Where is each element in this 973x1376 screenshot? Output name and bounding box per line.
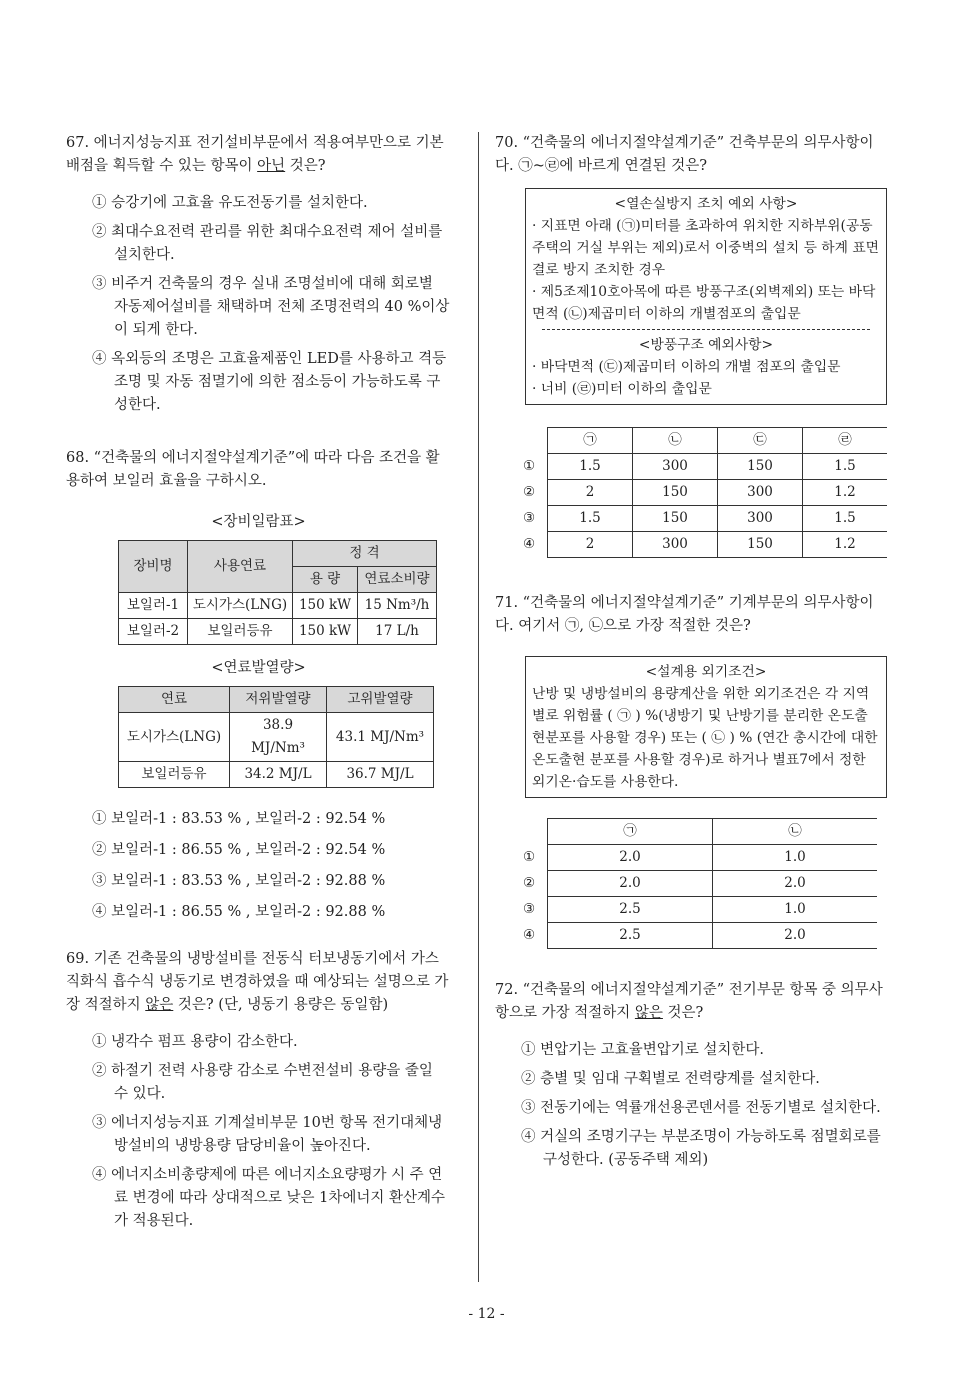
row-label[interactable]: ②: [522, 875, 536, 891]
table-row[interactable]: [511, 923, 877, 949]
table-row[interactable]: [511, 845, 877, 871]
q70-answer-table: [511, 427, 887, 558]
question-68: [66, 447, 451, 924]
cell: 300: [718, 506, 803, 532]
cell: 1.5: [548, 454, 633, 480]
cell: [511, 819, 548, 845]
cell: 2.5: [548, 923, 713, 949]
table-row[interactable]: [511, 454, 887, 480]
th-equipment-name: 장비명: [119, 541, 188, 593]
cell: 2.0: [548, 871, 713, 897]
q72-option-3[interactable]: ③ 전동기에는 역률개선용콘덴서를 전동기별로 설치한다.: [521, 1100, 881, 1116]
cell: 150: [633, 480, 718, 506]
row-label[interactable]: ③: [522, 901, 536, 917]
cell: 36.7 MJ/L: [327, 762, 434, 788]
q67-option-2[interactable]: ② 최대수요전력 관리를 위한 최대수요전력 제어 설비를 설치한다.: [92, 224, 443, 263]
cell: 150 kW: [293, 593, 358, 619]
th-col-3: ㉢: [718, 428, 803, 454]
cell: 300: [633, 532, 718, 558]
cell: 15 Nm³/h: [358, 593, 437, 619]
q68-text: 68. “건축물의 에너지절약설계기준”에 따라 다음 조건을 활용하여 보일러 효율을 구하시오.: [66, 450, 440, 489]
cell: 1.5: [548, 506, 633, 532]
cell: 1.0: [713, 845, 878, 871]
q70-box: [525, 188, 887, 405]
th-lower-heating: 저위발열량: [230, 687, 327, 713]
cell: [511, 428, 548, 454]
row-label[interactable]: ①: [522, 849, 536, 865]
cell: 2: [548, 532, 633, 558]
th-col-1: ㉠: [548, 428, 633, 454]
q67-option-1[interactable]: ① 승강기에 고효율 유도전동기를 설치한다.: [92, 195, 368, 211]
table-row: [119, 619, 437, 645]
table-row: [119, 762, 434, 788]
row-label[interactable]: ④: [522, 536, 536, 552]
cell: 보일러-2: [119, 619, 188, 645]
q70-box-line-3: · 바닥면적 (㉢)제곱미터 이하의 개별 점포의 출입문: [532, 359, 841, 375]
table-row: [119, 593, 437, 619]
column-divider: [478, 132, 479, 1282]
th-fuel: 사용연료: [188, 541, 293, 593]
th-col-2: ㉡: [633, 428, 718, 454]
row-label[interactable]: ②: [522, 484, 536, 500]
cell: 300: [718, 480, 803, 506]
fuel-heat-caption: <연료발열량>: [211, 660, 306, 676]
th-higher-heating: 고위발열량: [327, 687, 434, 713]
cell: 150: [633, 506, 718, 532]
question-71: [495, 592, 887, 949]
q69-option-4[interactable]: ④ 에너지소비총량제에 따른 에너지소요량평가 시 주 연료 변경에 따라 상대적으로 낮은 1차에너지 환산계수가 적용된다.: [92, 1167, 446, 1229]
q70-box-title-1: <열손실방지 조치 예외 사항>: [614, 196, 798, 212]
q67-option-4[interactable]: ④ 옥외등의 조명은 고효율제품인 LED를 사용하고 격등 조명 및 자동 점멸기에 의한 점소등이 가능하도록 구성한다.: [92, 351, 447, 413]
q70-box-line-2: · 제5조제10호아목에 따른 방풍구조(외벽제외) 또는 바닥면적 (㉡)제곱미터 이하의 개별점포의 출입문: [532, 284, 876, 322]
table-row[interactable]: [511, 897, 877, 923]
th-col-4: ㉣: [803, 428, 888, 454]
cell: 2.0: [548, 845, 713, 871]
q71-answer-table: [511, 818, 877, 949]
q68-options: [92, 808, 451, 924]
q69-text: 69. 기존 건축물의 냉방설비를 전동식 터보냉동기에서 가스직화식 흡수식 냉동기로 변경하였을 때 예상되는 설명으로 가장 적절하지 않은 것은? (단, 냉동기 용량은 동일함): [66, 951, 449, 1013]
cell: 2.0: [713, 923, 878, 949]
th-fuel-type: 연료: [119, 687, 230, 713]
row-label[interactable]: ④: [522, 927, 536, 943]
th-consumption: 연료소비량: [358, 567, 437, 593]
q69-options: [92, 1031, 451, 1233]
question-67: [66, 132, 451, 417]
q69-option-1[interactable]: ① 냉각수 펌프 용량이 감소한다.: [92, 1034, 298, 1050]
table-row[interactable]: [511, 506, 887, 532]
table-row[interactable]: [511, 871, 877, 897]
cell: 2: [548, 480, 633, 506]
q72-options: [521, 1039, 887, 1172]
th-col-1: ㉠: [548, 819, 713, 845]
fuel-heat-table: [118, 686, 434, 788]
cell: 1.0: [713, 897, 878, 923]
q71-text: 71. “건축물의 에너지절약설계기준” 기계부문의 의무사항이다. 여기서 ㉠, ㉡으로 가장 적절한 것은?: [495, 595, 874, 634]
cell: 1.5: [803, 454, 888, 480]
cell: 2.5: [548, 897, 713, 923]
q72-text: 72. “건축물의 에너지절약설계기준” 전기부문 항목 중 의무사항으로 가장 적절하지 않은 것은?: [495, 982, 883, 1021]
q72-option-4[interactable]: ④ 거실의 조명기구는 부분조명이 가능하도록 점멸회로를 구성한다. (공동주택 제외): [521, 1129, 881, 1168]
table-row[interactable]: [511, 480, 887, 506]
q72-option-2[interactable]: ② 층별 및 임대 구획별로 전력량계를 설치한다.: [521, 1071, 820, 1087]
q67-options: [92, 192, 451, 417]
equipment-table: [118, 540, 437, 645]
table-row[interactable]: [511, 532, 887, 558]
q69-option-2[interactable]: ② 하절기 전력 사용량 감소로 수변전설비 용량을 줄일 수 있다.: [92, 1063, 433, 1102]
cell: 150: [718, 454, 803, 480]
left-column: [66, 132, 451, 1239]
cell: 1.2: [803, 480, 888, 506]
question-72: [495, 979, 887, 1172]
q70-box-line-1: · 지표면 아래 (㉠)미터를 초과하여 위치한 지하부위(공동주택의 거실 부위는 제외)로서 이중벽의 설치 등 하계 표면결로 방지 조치한 경우: [532, 218, 880, 278]
question-69: [66, 948, 451, 1233]
cell: 150: [718, 532, 803, 558]
cell: 150 kW: [293, 619, 358, 645]
cell: 1.2: [803, 532, 888, 558]
q68-option-2[interactable]: ② 보일러-1 : 86.55 % , 보일러-2 : 92.54 %: [92, 842, 386, 858]
question-70: [495, 132, 887, 558]
cell: 1.5: [803, 506, 888, 532]
cell: 보일러-1: [119, 593, 188, 619]
right-column: [495, 132, 887, 1178]
page-number: - 12 -: [468, 1306, 505, 1322]
cell: 보일러등유: [119, 762, 230, 788]
q67-text: 67. 에너지성능지표 전기설비부문에서 적용여부만으로 기본 배점을 획득할 수 있는 항목이 아닌 것은?: [66, 135, 444, 174]
cell: 34.2 MJ/L: [230, 762, 327, 788]
th-col-2: ㉡: [713, 819, 878, 845]
q70-text: 70. “건축물의 에너지절약설계기준” 건축부문의 의무사항이다. ㉠~㉣에 바르게 연결된 것은?: [495, 135, 874, 174]
q67-option-3[interactable]: ③ 비주거 건축물의 경우 실내 조명설비에 대해 회로별 자동제어설비를 채택하며 전체 조명전력의 40 %이상이 되게 한다.: [92, 276, 450, 338]
q71-box-text: 난방 및 냉방설비의 용량계산을 위한 외기조건은 각 지역별로 위험률 ( ㉠ ) %(냉방기 및 난방기를 분리한 온도출현분포를 사용할 경우) 또는 ( ㉡ ) % (연간 총시간에 대한 온도출현 분포를 사용할 경우)로 하거나 별표7에서 정한 외기온·습도를 사용한다.: [532, 686, 878, 790]
th-rating: 정 격: [293, 541, 437, 567]
q68-option-4[interactable]: ④ 보일러-1 : 86.55 % , 보일러-2 : 92.88 %: [92, 904, 386, 920]
row-label[interactable]: ①: [522, 458, 536, 474]
dashed-divider: [542, 329, 870, 330]
q71-box: [525, 656, 887, 798]
q68-option-3[interactable]: ③ 보일러-1 : 83.53 % , 보일러-2 : 92.88 %: [92, 873, 386, 889]
cell: 도시가스(LNG): [188, 593, 293, 619]
q69-option-3[interactable]: ③ 에너지성능지표 기계설비부문 10번 항목 전기대체냉방설비의 냉방용량 담당비율이 높아진다.: [92, 1115, 443, 1154]
row-label[interactable]: ③: [522, 510, 536, 526]
q71-box-title: <설계용 외기조건>: [645, 664, 767, 680]
equipment-table-caption: <장비일람표>: [211, 514, 306, 530]
cell: 2.0: [713, 871, 878, 897]
cell: 도시가스(LNG): [119, 713, 230, 762]
q68-option-1[interactable]: ① 보일러-1 : 83.53 % , 보일러-2 : 92.54 %: [92, 811, 386, 827]
q70-box-title-2: <방풍구조 예외사항>: [638, 337, 774, 353]
cell: 43.1 MJ/Nm³: [327, 713, 434, 762]
cell: 보일러등유: [188, 619, 293, 645]
cell: 17 L/h: [358, 619, 437, 645]
cell: 38.9 MJ/Nm³: [230, 713, 327, 762]
q72-option-1[interactable]: ① 변압기는 고효율변압기로 설치한다.: [521, 1042, 765, 1058]
q70-box-line-4: · 너비 (㉣)미터 이하의 출입문: [532, 381, 712, 397]
cell: 300: [633, 454, 718, 480]
th-capacity: 용 량: [293, 567, 358, 593]
table-row: [119, 713, 434, 762]
